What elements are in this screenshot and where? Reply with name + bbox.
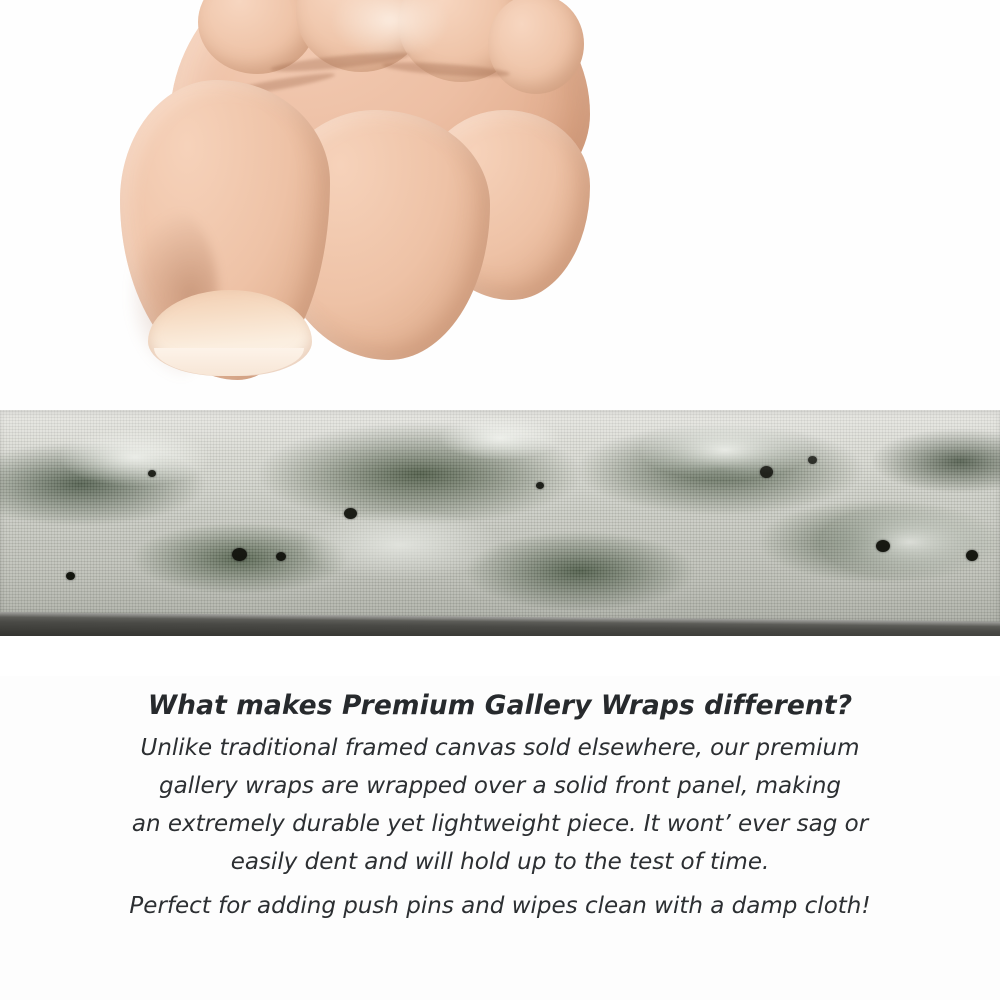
caption-line-3: an extremely durable yet lightweight piece. It wont’ ever sag or xyxy=(131,811,869,837)
canvas-strip-lighting xyxy=(0,410,1000,622)
caption-line-1: Unlike traditional framed canvas sold elsewhere, our premium xyxy=(140,735,860,761)
caption-line-4: easily dent and will hold up to the test of time. xyxy=(230,849,770,875)
caption-headline: What makes Premium Gallery Wraps different? xyxy=(147,690,853,721)
background-mask xyxy=(0,636,1000,676)
caption-line-2: gallery wraps are wrapped over a solid front panel, making xyxy=(159,773,841,799)
caption-line-5: Perfect for adding push pins and wipes clean with a damp cloth! xyxy=(129,893,871,919)
photo-hand-panel xyxy=(0,0,1000,410)
caption-block xyxy=(0,690,1000,925)
canvas-wrap-strip xyxy=(0,410,1000,622)
hand-illustration xyxy=(120,0,590,410)
